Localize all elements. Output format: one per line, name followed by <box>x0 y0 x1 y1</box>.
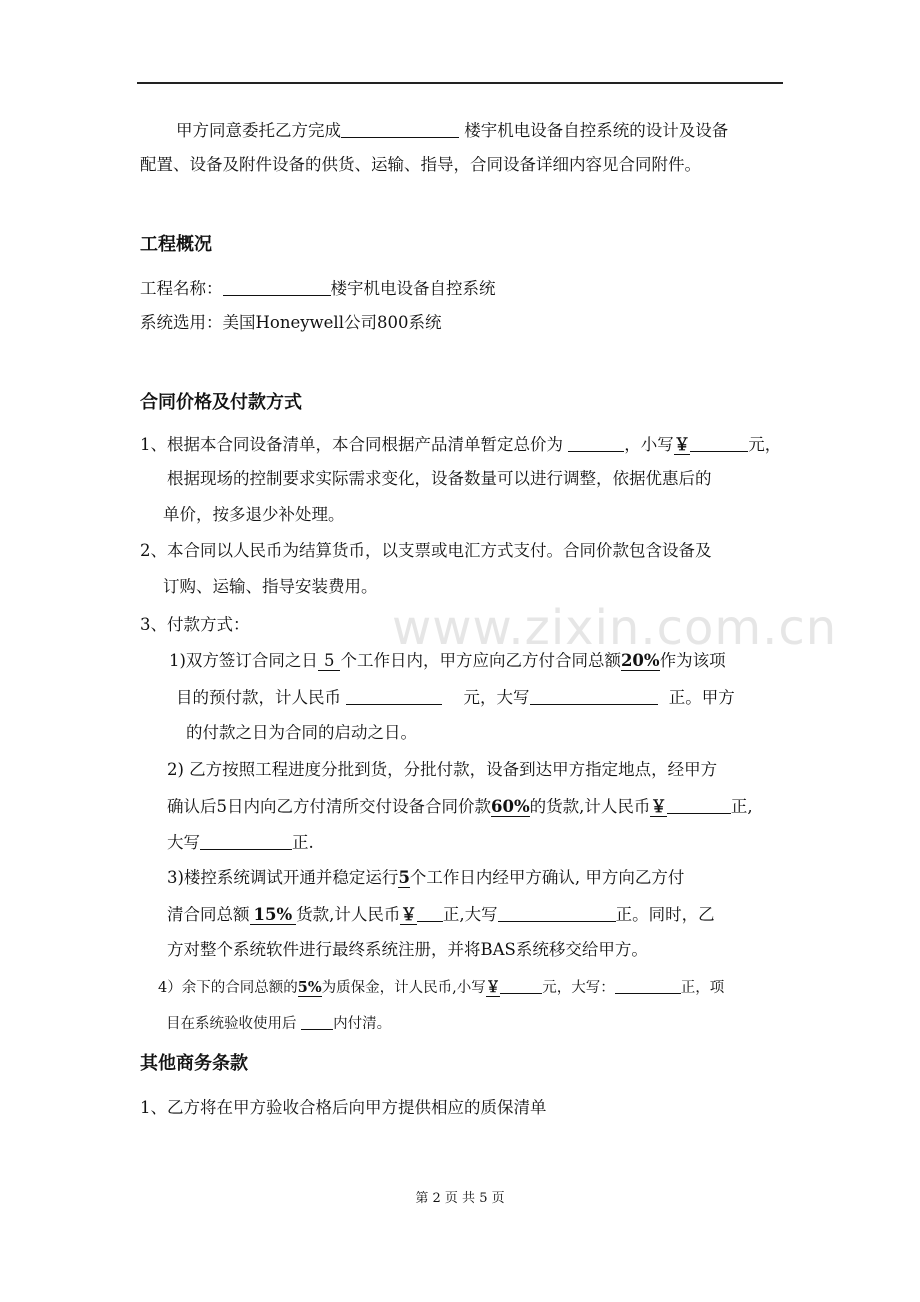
system-line: 系统选用：美国Honeywell公司800系统 <box>140 313 442 332</box>
payment-3-line-2: 清合同总额 15% 货款,计人民币￥ 正,大写 正。同时，乙 <box>167 905 715 924</box>
intro-line-1: 甲方同意委托乙方完成 楼宇机电设备自控系统的设计及设备 <box>176 121 729 140</box>
overview-heading: 工程概况 <box>140 234 212 255</box>
price-item-1-line-2: 根据现场的控制要求实际需求变化，设备数量可以进行调整，依据优惠后的 <box>167 469 712 488</box>
blank-total <box>568 433 624 452</box>
payment-1-line-1: 1)双方签订合同之日 5 个工作日内，甲方应向乙方付合同总额20%作为该项 <box>169 651 726 670</box>
payment-3-line-1: 3)楼控系统调试开通并稳定运行5个工作日内经甲方确认, 甲方向乙方付 <box>167 868 685 887</box>
blank-prepay-amount <box>346 686 442 705</box>
blank-total-small <box>690 433 748 452</box>
blank-commission-words <box>498 903 616 922</box>
payment-2-line-2: 确认后5日内向乙方付清所交付设备合同价款60%的货款,计人民币￥ 正, <box>167 797 753 816</box>
other-heading: 其他商务条款 <box>140 1053 248 1074</box>
payment-3-line-3: 方对整个系统软件进行最终系统注册，并将BAS系统移交给甲方。 <box>167 940 648 959</box>
price-item-2-line-1: 2、本合同以人民币为结算货币，以支票或电汇方式支付。合同价款包含设备及 <box>140 541 712 560</box>
payment-2-line-1: 2) 乙方按照工程进度分批到货，分批付款，设备到达甲方指定地点，经甲方 <box>167 760 718 779</box>
price-item-1-line-3: 单价，按多退少补处理。 <box>163 505 345 524</box>
price-item-3: 3、付款方式： <box>140 615 250 634</box>
blank-prepay-words <box>530 686 658 705</box>
header-rule <box>137 82 783 84</box>
blank-delivery-words <box>200 831 292 850</box>
watermark: www.zixin.com.cn <box>392 600 838 656</box>
intro-line-2: 配置、设备及附件设备的供货、运输、指导，合同设备详细内容见合同附件。 <box>140 155 701 174</box>
blank-retention-words <box>615 975 681 994</box>
blank-commission-amount <box>417 903 443 922</box>
price-heading: 合同价格及付款方式 <box>140 392 302 413</box>
blank-delivery-amount <box>667 795 731 814</box>
payment-2-line-3: 大写 正. <box>167 833 314 852</box>
blank-project-name <box>223 277 331 296</box>
price-item-1-line-1: 1、根据本合同设备清单，本合同根据产品清单暂定总价为 ，小写￥ 元， <box>140 435 782 454</box>
page-footer: 第 2 页 共 5 页 <box>415 1191 505 1206</box>
payment-4-line-2: 目在系统验收使用后 内付清。 <box>166 1011 391 1035</box>
blank-retention-period <box>301 1011 333 1030</box>
blank-project <box>341 119 459 138</box>
other-item-1: 1、乙方将在甲方验收合格后向甲方提供相应的质保清单 <box>140 1098 547 1117</box>
payment-4-line-1: 4）余下的合同总额的5%为质保金，计人民币,小写￥ 元，大写： 正，项 <box>158 975 724 999</box>
blank-retention-amount <box>500 975 542 994</box>
project-name-line: 工程名称： 楼宇机电设备自控系统 <box>140 279 496 298</box>
price-item-2-line-2: 订购、运输、指导安装费用。 <box>163 577 378 596</box>
payment-1-line-3: 的付款之日为合同的启动之日。 <box>186 723 417 742</box>
payment-1-line-2: 目的预付款，计人民币 元，大写 正。甲方 <box>176 688 735 707</box>
